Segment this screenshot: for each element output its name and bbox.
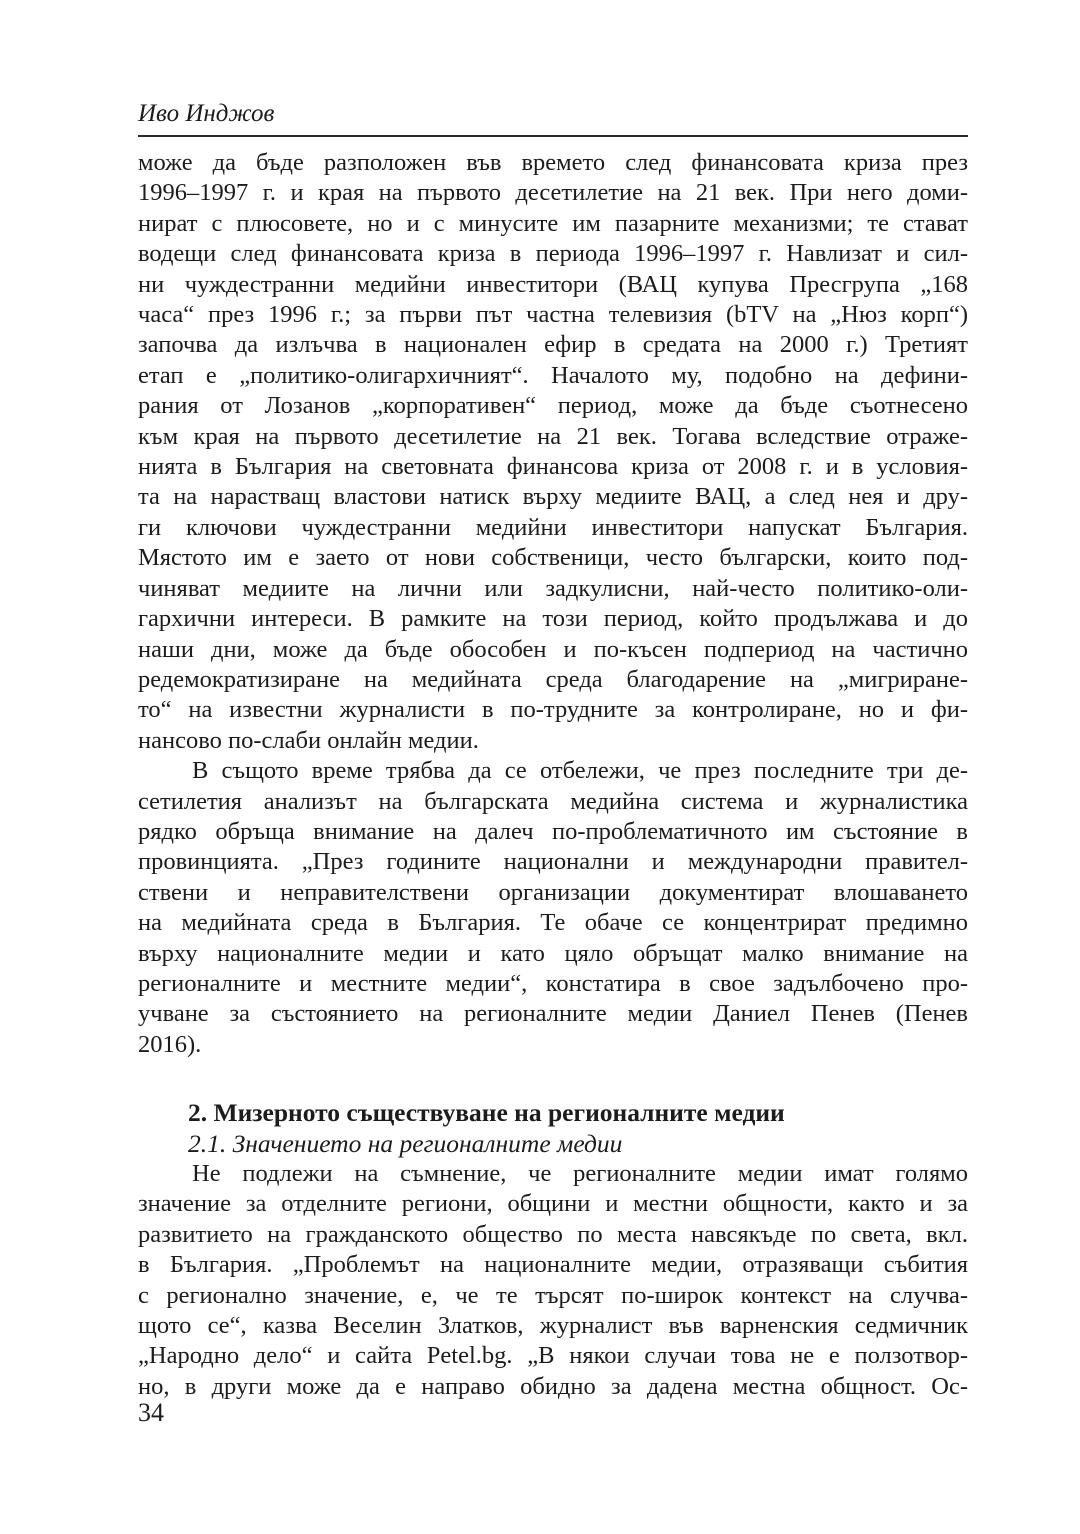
section-heading: 2. Мизерното съществуване на регионалните медии <box>188 1098 785 1128</box>
text-line: на медийната среда в България. Те обаче се концентрират предимно <box>138 909 968 937</box>
text-line: етап е „политико-олигархичният“. Началото му, подобно на дефини- <box>138 361 968 389</box>
text-line: 1996–1997 г. и края на първото десетилетие на 21 век. При него доми- <box>138 179 968 207</box>
paragraph <box>138 756 968 1060</box>
text-line: гархични интереси. В рамките на този период, който продължава и до <box>138 605 968 633</box>
text-line: та на нарастващ властови натиск върху медиите ВАЦ, а след нея и дру- <box>138 483 968 511</box>
paragraph <box>138 148 968 756</box>
text-line: учване за състоянието на регионалните медии Даниел Пенев (Пенев <box>138 1000 968 1028</box>
text-line: В същото време трябва да се отбележи, че през последните три де- <box>192 757 968 785</box>
page-number: 34 <box>138 1398 164 1427</box>
text-line: то“ на известни журналисти в по-трудните за контролиране, но и фи- <box>138 696 968 724</box>
text-line: провинцията. „През годините национални и международни правител- <box>138 848 968 876</box>
text-line: нансово по-слаби онлайн медии. <box>138 726 479 754</box>
text-line: към края на първото десетилетие на 21 век. Тогава вследствие отраже- <box>138 422 968 450</box>
text-line: ствени и неправителствени организации документират влошаването <box>138 878 968 906</box>
text-line: нията в България на световната финансова криза от 2008 г. и в условия- <box>138 453 968 481</box>
text-line: започва да излъчва в национален ефир в средата на 2000 г.) Третият <box>138 331 968 359</box>
text-line: „Народно дело“ и сайта Petel.bg. „В някои случаи това не е ползотвор- <box>138 1342 968 1370</box>
text-line: Мястото им е заето от нови собственици, често български, които под- <box>138 544 968 572</box>
text-line: сетилетия анализът на българската медийна система и журналистика <box>138 787 968 815</box>
text-line: развитието на гражданското общество по места навсякъде по света, вкл. <box>138 1220 968 1248</box>
text-line: значение за отделните региони, общини и местни общности, както и за <box>138 1190 968 1218</box>
text-line: ги ключови чуждестранни медийни инвеститори напускат България. <box>138 513 968 541</box>
text-line: регионалните и местните медии“, констатира в свое задълбочено про- <box>138 969 968 997</box>
running-header: Иво Инджов <box>138 100 968 137</box>
text-line: но, в други може да е направо обидно за дадена местна общност. Ос- <box>138 1372 968 1400</box>
text-line: чиняват медиите на лични или задкулисни, най-често политико-оли- <box>138 574 968 602</box>
text-line: може да бъде разположен във времето след финансовата криза през <box>138 149 968 176</box>
section-subheading: 2.1. Значението на регионалните медии <box>188 1128 623 1158</box>
text-line: с регионално значение, е, че те търсят по-широк контекст на случва- <box>138 1281 968 1309</box>
text-line: редемократизиране на медийната среда благодарение на „мигриране- <box>138 665 968 693</box>
text-line: рания от Лозанов „корпоративен“ период, може да бъде съотнесено <box>138 392 968 420</box>
text-line: върху националните медии и като цяло обръщат малко внимание на <box>138 939 968 967</box>
text-line: 2016). <box>138 1030 202 1058</box>
text-line: щото се“, казва Веселин Златков, журналист във варненския седмичник <box>138 1312 968 1340</box>
content-blocks <box>138 148 968 1402</box>
text-line: Не подлежи на съмнение, че регионалните медии имат голямо <box>192 1160 968 1187</box>
text-line: в България. „Проблемът на националните медии, отразяващи събития <box>138 1251 968 1279</box>
text-line: ни чуждестранни медийни инвеститори (ВАЦ купува Пресгрупа „168 <box>138 270 968 298</box>
text-line: водещи след финансовата криза в периода 1996–1997 г. Навлизат и сил- <box>138 240 968 268</box>
text-line: часа“ през 1996 г.; за първи път частна телевизия (bTV на „Нюз корп“) <box>138 301 968 329</box>
text-line: рядко обръща внимание на далеч по-проблематичното им състояние в <box>138 817 968 845</box>
paragraph <box>138 1159 968 1402</box>
text-line: наши дни, може да бъде обособен и по-късен подпериод на частично <box>138 635 968 663</box>
text-line: нират с плюсовете, но и с минусите им пазарните механизми; те стават <box>138 209 968 237</box>
